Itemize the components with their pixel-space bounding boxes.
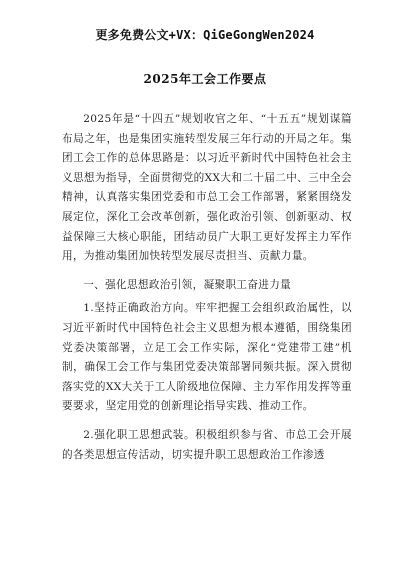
document-title: 2025年工会工作要点 bbox=[143, 72, 267, 86]
section-heading-1: 一、强化思想政治引领，凝聚职工奋进力量 bbox=[83, 278, 292, 291]
document-body bbox=[62, 110, 352, 474]
watermark-header: 更多免费公文+VX：QiGeGongWen2024 bbox=[95, 28, 315, 42]
item-paragraph-2: 2.强化职工思想武装。积极组织参与省、市总工会开展的各类思想宣传活动，切实提升职工思想政治工作渗透 bbox=[62, 428, 352, 461]
intro-paragraph: 2025年是“十四五”规划收官之年、“十五五”规划谋篇布局之年，也是集团实施转型发展三年行动的开局之年。集团工会工作的总体思路是：以习近平新时代中国特色社会主义思想为指导，全面贯彻党的XX大和二十届二中、三中全会精神，认真落实集团党委和市总工会工作部署，紧紧围绕发展定位，深化工会改革创新，强化政治引领、创新驱动、权益保障三大核心职能，团结动员广大职工更好发挥主力军作用，为推动集团加快转型发展尽责担当、贡献力量。 bbox=[62, 113, 352, 263]
item-paragraph-1: 1.坚持正确政治方向。牢牢把握工会组织政治属性，以习近平新时代中国特色社会主义思想为根本遵循，围绕集团党委决策部署，立足工会工作实际，深化“党建带工建”机制，确保工会工作与集团党委决策部署同频共振。深入贯彻落实党的XX大关于工人阶级地位保障、主力军作用发挥等重要要求，坚定用党的创新理论指导实践、推动工作。 bbox=[62, 302, 352, 413]
